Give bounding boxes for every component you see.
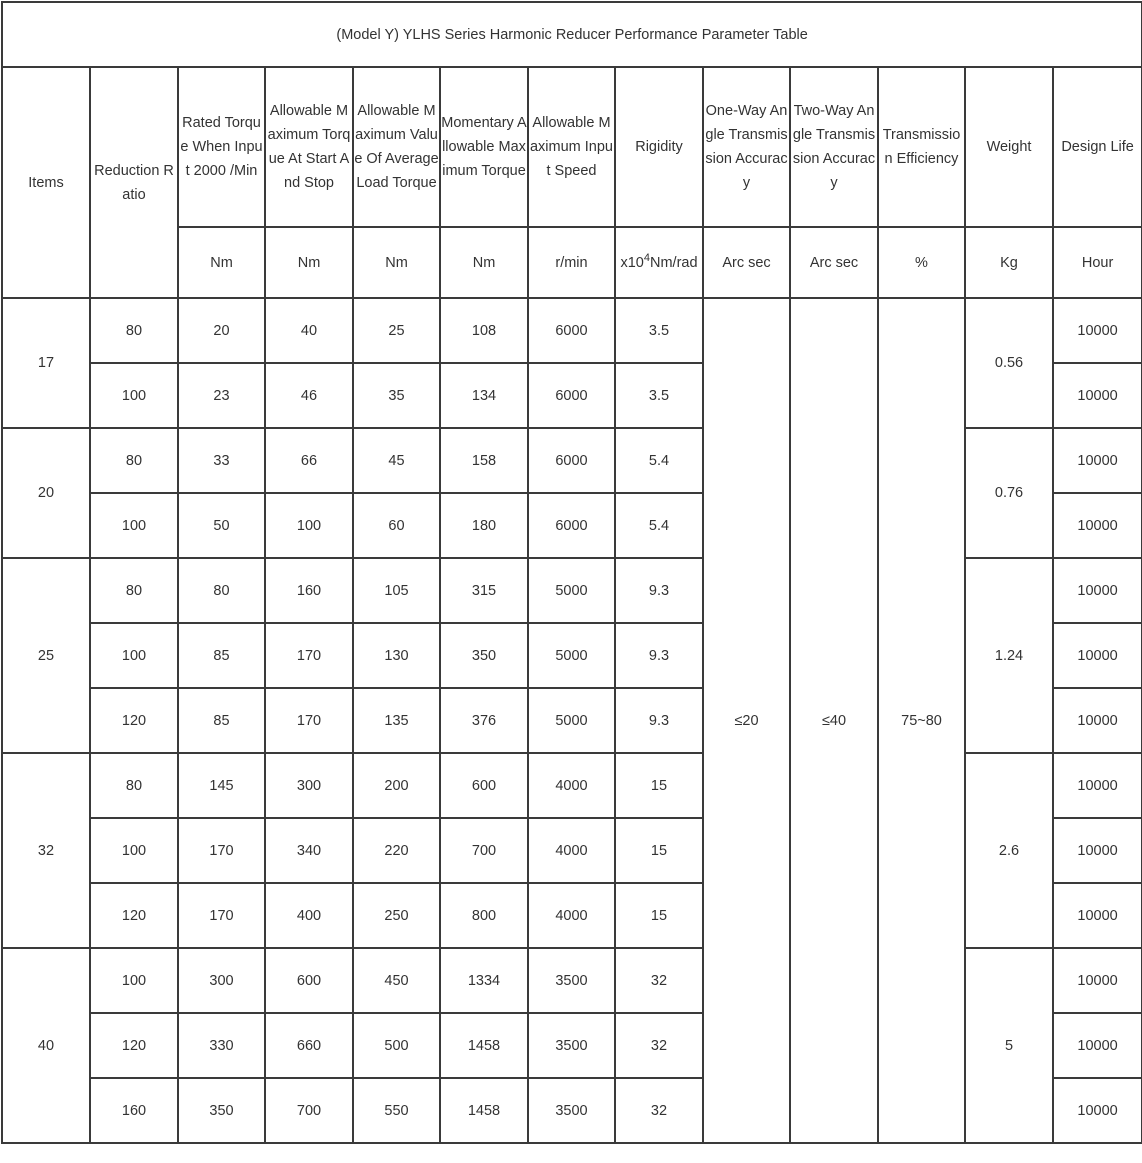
cell-reduction-ratio: 120 (90, 688, 178, 753)
cell-momentary-max-torque: 600 (440, 753, 528, 818)
cell-reduction-ratio: 100 (90, 363, 178, 428)
cell-momentary-max-torque: 1334 (440, 948, 528, 1013)
cell-rated-torque: 50 (178, 493, 265, 558)
cell-item: 20 (2, 428, 90, 558)
cell-reduction-ratio: 100 (90, 493, 178, 558)
cell-momentary-max-torque: 800 (440, 883, 528, 948)
cell-max-input-speed: 4000 (528, 753, 615, 818)
parameter-table (1, 1, 1142, 1144)
cell-item: 25 (2, 558, 90, 753)
cell-max-avg-load-torque: 220 (353, 818, 440, 883)
cell-item: 17 (2, 298, 90, 428)
cell-max-input-speed: 4000 (528, 818, 615, 883)
cell-max-avg-load-torque: 550 (353, 1078, 440, 1143)
cell-rated-torque: 80 (178, 558, 265, 623)
unit-max-torque-start-stop: Nm (265, 227, 353, 298)
cell-momentary-max-torque: 134 (440, 363, 528, 428)
cell-max-torque-start-stop: 700 (265, 1078, 353, 1143)
cell-design-life: 10000 (1053, 298, 1142, 363)
cell-max-input-speed: 6000 (528, 493, 615, 558)
cell-max-avg-load-torque: 105 (353, 558, 440, 623)
unit-momentary-max-torque: Nm (440, 227, 528, 298)
cell-reduction-ratio: 80 (90, 753, 178, 818)
cell-max-torque-start-stop: 340 (265, 818, 353, 883)
unit-design-life: Hour (1053, 227, 1142, 298)
cell-max-avg-load-torque: 35 (353, 363, 440, 428)
cell-design-life: 10000 (1053, 493, 1142, 558)
cell-max-torque-start-stop: 170 (265, 688, 353, 753)
header-items: Items (2, 67, 90, 298)
cell-max-torque-start-stop: 600 (265, 948, 353, 1013)
cell-max-avg-load-torque: 130 (353, 623, 440, 688)
cell-max-input-speed: 5000 (528, 688, 615, 753)
cell-design-life: 10000 (1053, 883, 1142, 948)
cell-design-life: 10000 (1053, 558, 1142, 623)
cell-max-avg-load-torque: 200 (353, 753, 440, 818)
cell-max-torque-start-stop: 46 (265, 363, 353, 428)
cell-one-way-accuracy: ≤20 (703, 298, 790, 1143)
table-row (2, 428, 1142, 493)
cell-two-way-accuracy: ≤40 (790, 298, 878, 1143)
cell-design-life: 10000 (1053, 818, 1142, 883)
cell-design-life: 10000 (1053, 753, 1142, 818)
unit-transmission-efficiency: % (878, 227, 965, 298)
cell-rated-torque: 23 (178, 363, 265, 428)
cell-momentary-max-torque: 108 (440, 298, 528, 363)
unit-max-avg-load-torque: Nm (353, 227, 440, 298)
cell-max-input-speed: 6000 (528, 363, 615, 428)
cell-max-avg-load-torque: 60 (353, 493, 440, 558)
cell-max-input-speed: 6000 (528, 428, 615, 493)
cell-rigidity: 9.3 (615, 558, 703, 623)
cell-max-torque-start-stop: 400 (265, 883, 353, 948)
cell-momentary-max-torque: 376 (440, 688, 528, 753)
header-momentary-max-torque: Momentary Allowable Maximum Torque (440, 67, 528, 227)
cell-weight: 0.56 (965, 298, 1053, 428)
cell-design-life: 10000 (1053, 428, 1142, 493)
cell-item: 32 (2, 753, 90, 948)
cell-rigidity: 9.3 (615, 623, 703, 688)
cell-momentary-max-torque: 350 (440, 623, 528, 688)
header-one-way-accuracy: One-Way Angle Transmission Accuracy (703, 67, 790, 227)
cell-max-torque-start-stop: 66 (265, 428, 353, 493)
cell-reduction-ratio: 120 (90, 1013, 178, 1078)
header-max-torque-start-stop: Allowable Maximum Torque At Start And Stop (265, 67, 353, 227)
cell-transmission-efficiency: 75~80 (878, 298, 965, 1143)
header-transmission-efficiency: Transmission Efficiency (878, 67, 965, 227)
cell-max-input-speed: 5000 (528, 623, 615, 688)
cell-reduction-ratio: 120 (90, 883, 178, 948)
table-row (2, 298, 1142, 363)
cell-design-life: 10000 (1053, 1078, 1142, 1143)
cell-max-avg-load-torque: 25 (353, 298, 440, 363)
cell-weight: 0.76 (965, 428, 1053, 558)
unit-rated-torque: Nm (178, 227, 265, 298)
cell-reduction-ratio: 160 (90, 1078, 178, 1143)
cell-max-avg-load-torque: 450 (353, 948, 440, 1013)
cell-rigidity: 15 (615, 883, 703, 948)
cell-max-input-speed: 4000 (528, 883, 615, 948)
header-max-input-speed: Allowable Maximum Input Speed (528, 67, 615, 227)
cell-rigidity: 5.4 (615, 428, 703, 493)
cell-rated-torque: 145 (178, 753, 265, 818)
cell-design-life: 10000 (1053, 1013, 1142, 1078)
cell-max-torque-start-stop: 660 (265, 1013, 353, 1078)
cell-max-avg-load-torque: 250 (353, 883, 440, 948)
unit-rigidity-prefix: x10 (620, 254, 644, 271)
cell-momentary-max-torque: 315 (440, 558, 528, 623)
cell-rated-torque: 85 (178, 688, 265, 753)
cell-rated-torque: 300 (178, 948, 265, 1013)
header-rigidity: Rigidity (615, 67, 703, 227)
table-row (2, 753, 1142, 818)
cell-rigidity: 32 (615, 1013, 703, 1078)
cell-max-input-speed: 6000 (528, 298, 615, 363)
cell-rated-torque: 20 (178, 298, 265, 363)
cell-max-input-speed: 5000 (528, 558, 615, 623)
header-max-avg-load-torque: Allowable Maximum Value Of Average Load Torque (353, 67, 440, 227)
cell-rigidity: 3.5 (615, 298, 703, 363)
cell-rigidity: 5.4 (615, 493, 703, 558)
cell-reduction-ratio: 80 (90, 558, 178, 623)
unit-rigidity-exponent: 4 (643, 251, 650, 264)
header-reduction-ratio: Reduction Ratio (90, 67, 178, 298)
table-title: (Model Y) YLHS Series Harmonic Reducer Performance Parameter Table (2, 2, 1142, 67)
cell-max-torque-start-stop: 160 (265, 558, 353, 623)
cell-momentary-max-torque: 700 (440, 818, 528, 883)
cell-reduction-ratio: 80 (90, 298, 178, 363)
cell-weight: 1.24 (965, 558, 1053, 753)
cell-design-life: 10000 (1053, 623, 1142, 688)
cell-reduction-ratio: 100 (90, 948, 178, 1013)
cell-rated-torque: 330 (178, 1013, 265, 1078)
header-rated-torque: Rated Torque When Input 2000 /Min (178, 67, 265, 227)
cell-reduction-ratio: 80 (90, 428, 178, 493)
cell-max-input-speed: 3500 (528, 1078, 615, 1143)
cell-rigidity: 15 (615, 818, 703, 883)
unit-weight: Kg (965, 227, 1053, 298)
cell-max-avg-load-torque: 45 (353, 428, 440, 493)
cell-rated-torque: 350 (178, 1078, 265, 1143)
table-row (2, 558, 1142, 623)
cell-rigidity: 32 (615, 1078, 703, 1143)
cell-rigidity: 15 (615, 753, 703, 818)
cell-rated-torque: 33 (178, 428, 265, 493)
cell-design-life: 10000 (1053, 363, 1142, 428)
cell-rigidity: 9.3 (615, 688, 703, 753)
header-weight: Weight (965, 67, 1053, 227)
cell-rated-torque: 85 (178, 623, 265, 688)
cell-max-avg-load-torque: 135 (353, 688, 440, 753)
cell-weight: 2.6 (965, 753, 1053, 948)
unit-two-way-accuracy: Arc sec (790, 227, 878, 298)
cell-design-life: 10000 (1053, 948, 1142, 1013)
cell-momentary-max-torque: 158 (440, 428, 528, 493)
table-row (2, 948, 1142, 1013)
cell-reduction-ratio: 100 (90, 623, 178, 688)
cell-momentary-max-torque: 1458 (440, 1013, 528, 1078)
cell-momentary-max-torque: 180 (440, 493, 528, 558)
cell-rigidity: 32 (615, 948, 703, 1013)
header-design-life: Design Life (1053, 67, 1142, 227)
cell-item: 40 (2, 948, 90, 1143)
cell-max-torque-start-stop: 100 (265, 493, 353, 558)
cell-momentary-max-torque: 1458 (440, 1078, 528, 1143)
cell-max-input-speed: 3500 (528, 948, 615, 1013)
cell-rated-torque: 170 (178, 883, 265, 948)
cell-weight: 5 (965, 948, 1053, 1143)
cell-max-avg-load-torque: 500 (353, 1013, 440, 1078)
cell-rated-torque: 170 (178, 818, 265, 883)
cell-rigidity: 3.5 (615, 363, 703, 428)
unit-rigidity-suffix: Nm/rad (649, 254, 698, 271)
header-two-way-accuracy: Two-Way Angle Transmission Accuracy (790, 67, 878, 227)
unit-rigidity (615, 227, 703, 298)
cell-reduction-ratio: 100 (90, 818, 178, 883)
unit-max-input-speed: r/min (528, 227, 615, 298)
unit-one-way-accuracy: Arc sec (703, 227, 790, 298)
cell-max-torque-start-stop: 170 (265, 623, 353, 688)
cell-max-torque-start-stop: 40 (265, 298, 353, 363)
cell-max-input-speed: 3500 (528, 1013, 615, 1078)
cell-design-life: 10000 (1053, 688, 1142, 753)
cell-max-torque-start-stop: 300 (265, 753, 353, 818)
